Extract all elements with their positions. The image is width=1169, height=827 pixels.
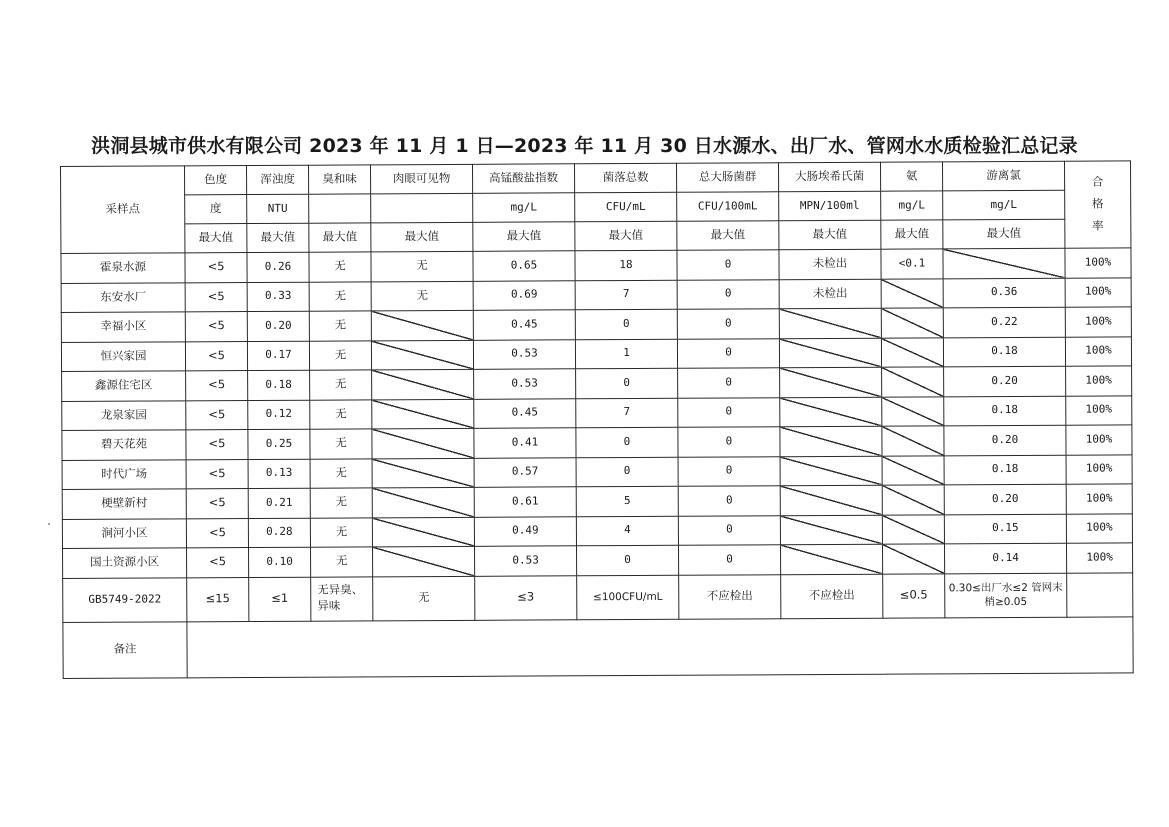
cell-pass-rate: 100%: [1065, 336, 1131, 366]
cell-chroma: <5: [186, 400, 248, 430]
cell-odor: 无: [310, 458, 372, 488]
cell-chroma: <5: [185, 253, 247, 283]
standard-rate: [1067, 572, 1133, 616]
cell-chroma: <5: [185, 341, 247, 371]
not-applicable-slash-e-coli: [779, 338, 881, 368]
cell-turbidity: 0.13: [248, 459, 310, 489]
cell-visible-matter: 无: [371, 251, 473, 281]
col-stat-chroma: 最大值: [185, 224, 247, 253]
sampling-point-header: 采样点: [61, 166, 185, 254]
water-quality-table: [60, 160, 1134, 678]
not-applicable-slash-visible-matter: [371, 340, 473, 370]
standard-colony-count: ≤100CFU/mL: [577, 575, 679, 620]
standard-row: [63, 572, 1133, 622]
cell-permanganate: 0.65: [473, 251, 575, 281]
cell-e-coli: 未检出: [779, 249, 881, 279]
cell-odor: 无: [310, 370, 372, 400]
col-stat-permanganate: 最大值: [473, 222, 575, 252]
cell-pass-rate: 100%: [1066, 395, 1132, 425]
not-applicable-slash-visible-matter: [372, 458, 474, 488]
col-stat-free-chlorine: 最大值: [943, 219, 1065, 249]
col-unit-total-coliform: CFU/100mL: [677, 192, 779, 222]
cell-pass-rate: 100%: [1065, 277, 1131, 307]
cell-chroma: <5: [186, 459, 248, 489]
cell-total-coliform: 0: [678, 368, 780, 398]
cell-colony-count: 5: [576, 486, 678, 516]
not-applicable-slash-ammonia: [882, 367, 944, 397]
remarks-label: 备注: [63, 621, 187, 678]
cell-permanganate: 0.53: [473, 339, 575, 369]
col-stat-ammonia: 最大值: [881, 220, 943, 249]
cell-permanganate: 0.45: [473, 310, 575, 340]
standard-total-coliform: 不应检出: [679, 574, 781, 619]
col-name-e-coli: 大肠埃希氏菌: [778, 162, 880, 192]
cell-odor: 无: [310, 547, 372, 577]
cell-ammonia: <0.1: [881, 249, 943, 279]
not-applicable-slash-visible-matter: [372, 399, 474, 429]
cell-chroma: <5: [185, 312, 247, 342]
cell-odor: 无: [309, 252, 371, 282]
col-unit-free-chlorine: mg/L: [943, 190, 1065, 220]
not-applicable-slash-e-coli: [780, 485, 882, 515]
cell-colony-count: 7: [576, 398, 678, 428]
cell-turbidity: 0.26: [247, 252, 309, 282]
not-applicable-slash-visible-matter: [372, 517, 474, 547]
cell-pass-rate: 100%: [1066, 425, 1132, 455]
col-unit-visible-matter: [371, 193, 473, 223]
cell-permanganate: 0.61: [474, 487, 576, 517]
cell-odor: 无: [310, 517, 372, 547]
col-unit-e-coli: MPN/100ml: [779, 191, 881, 221]
cell-total-coliform: 0: [678, 545, 780, 575]
cell-free-chlorine: 0.36: [943, 278, 1065, 308]
standard-e-coli: 不应检出: [781, 574, 883, 619]
cell-pass-rate: 100%: [1066, 543, 1132, 573]
col-unit-chroma: 度: [185, 195, 247, 224]
cell-e-coli: 未检出: [779, 279, 881, 309]
cell-colony-count: 18: [575, 250, 677, 280]
col-name-ammonia: 氨: [880, 162, 942, 191]
standard-chroma: ≤15: [187, 577, 249, 621]
cell-turbidity: 0.18: [248, 370, 310, 400]
col-name-odor: 臭和味: [308, 165, 370, 194]
cell-free-chlorine: 0.15: [944, 514, 1066, 544]
col-unit-ammonia: mg/L: [881, 191, 943, 220]
cell-total-coliform: 0: [677, 338, 779, 368]
cell-odor: 无: [310, 488, 372, 518]
standard-free-chlorine: 0.30≤出厂水≤2 管网末梢≥0.05: [945, 573, 1067, 618]
sampling-point-name: 时代广场: [62, 459, 186, 489]
col-name-visible-matter: 肉眼可见物: [370, 164, 472, 194]
cell-visible-matter: 无: [371, 281, 473, 311]
cell-turbidity: 0.20: [247, 311, 309, 341]
remarks-row: [63, 616, 1133, 678]
cell-chroma: <5: [187, 548, 249, 578]
cell-odor: 无: [310, 429, 372, 459]
not-applicable-slash-visible-matter: [372, 487, 474, 517]
cell-permanganate: 0.41: [474, 428, 576, 458]
not-applicable-slash-visible-matter: [372, 428, 474, 458]
not-applicable-slash-e-coli: [780, 456, 882, 486]
not-applicable-slash-ammonia: [881, 308, 943, 338]
cell-chroma: <5: [185, 282, 247, 312]
col-stat-total-coliform: 最大值: [677, 221, 779, 251]
cell-pass-rate: 100%: [1066, 366, 1132, 396]
cell-colony-count: 0: [575, 309, 677, 339]
col-name-colony-count: 菌落总数: [574, 163, 676, 193]
cell-free-chlorine: 0.14: [944, 543, 1066, 573]
cell-pass-rate: 100%: [1066, 484, 1132, 514]
sampling-point-name: 霍泉水源: [61, 253, 185, 283]
standard-turbidity: ≤1: [249, 577, 311, 621]
cell-turbidity: 0.10: [249, 547, 311, 577]
standard-visible-matter: 无: [373, 576, 475, 621]
cell-total-coliform: 0: [677, 250, 779, 280]
cell-turbidity: 0.25: [248, 429, 310, 459]
not-applicable-slash-e-coli: [779, 308, 881, 338]
cell-free-chlorine: 0.18: [944, 396, 1066, 426]
col-unit-odor: [309, 194, 371, 223]
cell-total-coliform: 0: [678, 397, 780, 427]
not-applicable-slash-visible-matter: [372, 369, 474, 399]
sampling-point-name: 龙泉家园: [62, 400, 186, 430]
standard-permanganate: ≤3: [475, 575, 577, 620]
pass-rate-char-3: 率: [1092, 218, 1104, 233]
col-name-total-coliform: 总大肠菌群: [676, 163, 778, 193]
cell-permanganate: 0.45: [474, 398, 576, 428]
not-applicable-slash-visible-matter: [371, 310, 473, 340]
not-applicable-slash-e-coli: [780, 515, 882, 545]
cell-chroma: <5: [186, 489, 248, 519]
cell-permanganate: 0.53: [474, 546, 576, 576]
cell-colony-count: 0: [576, 457, 678, 487]
cell-total-coliform: 0: [678, 427, 780, 457]
cell-pass-rate: 100%: [1066, 513, 1132, 543]
cell-colony-count: 0: [576, 368, 678, 398]
sampling-point-name: 鑫源住宅区: [62, 371, 186, 401]
cell-permanganate: 0.57: [474, 457, 576, 487]
cell-turbidity: 0.12: [248, 400, 310, 430]
not-applicable-slash-ammonia: [882, 485, 944, 515]
cell-free-chlorine: 0.18: [944, 455, 1066, 485]
sampling-point-name: 恒兴家园: [61, 341, 185, 371]
cell-free-chlorine: 0.22: [943, 307, 1065, 337]
standard-label: GB5749-2022: [63, 577, 187, 622]
sampling-point-name: 国土资源小区: [63, 548, 187, 578]
not-applicable-slash-ammonia: [882, 455, 944, 485]
not-applicable-slash-e-coli: [780, 397, 882, 427]
standard-odor: 无异臭、异味: [311, 576, 373, 620]
not-applicable-slash-e-coli: [780, 367, 882, 397]
cell-permanganate: 0.49: [474, 516, 576, 546]
col-name-permanganate: 高锰酸盐指数: [472, 164, 574, 194]
col-stat-visible-matter: 最大值: [371, 222, 473, 252]
document-title: 洪洞县城市供水有限公司 2023 年 11 月 1 日—2023 年 11 月 30 日水源水、出厂水、管网水水质检验汇总记录: [91, 135, 1078, 157]
cell-chroma: <5: [186, 430, 248, 460]
remarks-value: [187, 616, 1133, 677]
cell-total-coliform: 0: [677, 309, 779, 339]
not-applicable-slash-ammonia: [881, 337, 943, 367]
not-applicable-slash-ammonia: [881, 278, 943, 308]
not-applicable-slash-ammonia: [882, 396, 944, 426]
cell-free-chlorine: 0.20: [944, 425, 1066, 455]
sampling-point-name: 东安水厂: [61, 282, 185, 312]
pass-rate-char-1: 合: [1091, 174, 1104, 189]
col-unit-turbidity: NTU: [247, 194, 309, 223]
sampling-point-name: 幸福小区: [61, 312, 185, 342]
col-stat-odor: 最大值: [309, 223, 371, 252]
cell-odor: 无: [309, 311, 371, 341]
col-stat-colony-count: 最大值: [575, 221, 677, 251]
cell-total-coliform: 0: [678, 456, 780, 486]
cell-permanganate: 0.53: [474, 369, 576, 399]
col-stat-e-coli: 最大值: [779, 220, 881, 250]
cell-total-coliform: 0: [678, 486, 780, 516]
pass-rate-char-2: 格: [1091, 196, 1104, 211]
col-name-turbidity: 浑浊度: [247, 165, 309, 194]
cell-colony-count: 1: [575, 339, 677, 369]
not-applicable-slash-ammonia: [882, 544, 944, 574]
not-applicable-slash-ammonia: [882, 514, 944, 544]
cell-pass-rate: 100%: [1065, 248, 1131, 278]
cell-free-chlorine: 0.20: [944, 484, 1066, 514]
not-applicable-slash-e-coli: [780, 426, 882, 456]
cell-odor: 无: [309, 340, 371, 370]
not-applicable-slash-ammonia: [882, 426, 944, 456]
cell-turbidity: 0.28: [248, 518, 310, 548]
sampling-point-name: 涧河小区: [62, 518, 186, 548]
col-unit-colony-count: CFU/mL: [575, 192, 677, 222]
col-name-free-chlorine: 游离氯: [942, 161, 1064, 191]
col-name-chroma: 色度: [185, 166, 247, 195]
cell-free-chlorine: 0.18: [943, 337, 1065, 367]
not-applicable-slash-free-chlorine: [943, 248, 1065, 278]
col-stat-turbidity: 最大值: [247, 223, 309, 252]
cell-chroma: <5: [186, 518, 248, 548]
sampling-point-name: 梗壁新村: [62, 489, 186, 519]
scan-speck: [48, 523, 50, 525]
cell-total-coliform: 0: [677, 279, 779, 309]
col-unit-permanganate: mg/L: [473, 193, 575, 223]
not-applicable-slash-e-coli: [780, 544, 882, 574]
cell-chroma: <5: [186, 371, 248, 401]
standard-ammonia: ≤0.5: [883, 573, 945, 617]
cell-turbidity: 0.17: [247, 341, 309, 371]
cell-total-coliform: 0: [678, 515, 780, 545]
sampling-point-name: 碧天花苑: [62, 430, 186, 460]
cell-colony-count: 0: [576, 427, 678, 457]
cell-colony-count: 7: [575, 280, 677, 310]
cell-pass-rate: 100%: [1065, 307, 1131, 337]
cell-colony-count: 4: [576, 516, 678, 546]
cell-turbidity: 0.33: [247, 282, 309, 312]
cell-permanganate: 0.69: [473, 280, 575, 310]
pass-rate-header: [1064, 161, 1130, 248]
cell-colony-count: 0: [576, 545, 678, 575]
not-applicable-slash-visible-matter: [372, 546, 474, 576]
cell-turbidity: 0.21: [248, 488, 310, 518]
cell-pass-rate: 100%: [1066, 454, 1132, 484]
cell-odor: 无: [309, 281, 371, 311]
cell-odor: 无: [310, 399, 372, 429]
cell-free-chlorine: 0.20: [944, 366, 1066, 396]
